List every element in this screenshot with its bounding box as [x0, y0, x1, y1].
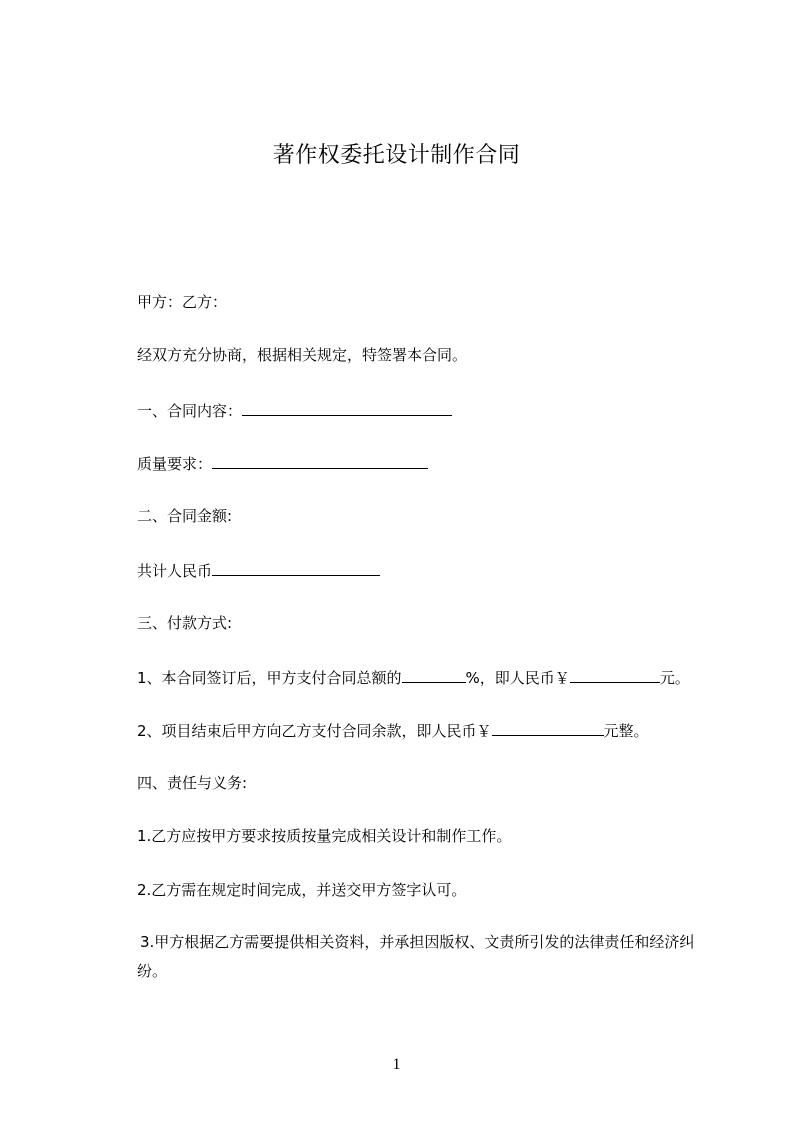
payment-item-1-text-b: %，即人民币￥: [465, 669, 570, 687]
contract-content-line: [137, 399, 452, 421]
contract-content-label: 一、合同内容：: [137, 402, 243, 420]
intro-paragraph: 经双方充分协商，根据相关规定，特签署本合同。: [137, 346, 468, 364]
payment-item-2: [137, 719, 649, 741]
total-amount-label: 共计人民币: [137, 562, 213, 580]
amount-heading: 二、合同金额:: [137, 507, 233, 525]
document-title: 著作权委托设计制作合同: [272, 143, 521, 168]
payment-heading: 三、付款方式:: [137, 614, 233, 632]
payment-item-1-text-c: 元。: [659, 669, 690, 687]
duty-item-3: 3.甲方根据乙方需要提供相关资料，并承担因版权、文责所引发的法律责任和经济纠纷。: [137, 933, 695, 980]
duty-item-2: 2.乙方需在规定时间完成，并送交甲方签字认可。: [137, 881, 467, 899]
total-amount-line: [137, 559, 380, 581]
page-number: 1: [392, 1056, 401, 1073]
duties-heading: 四、责任与义务:: [137, 774, 248, 792]
duty-item-1: 1.乙方应按甲方要求按质按量完成相关设计和制作工作。: [137, 827, 512, 845]
parties-line: 甲方：乙方：: [137, 293, 228, 311]
contract-content-blank[interactable]: [242, 399, 452, 416]
payment-first-amount-blank[interactable]: [570, 666, 660, 683]
payment-item-2-text-a: 2、项目结束后甲方向乙方支付合同余款，即人民币￥: [137, 722, 492, 740]
payment-balance-blank[interactable]: [492, 719, 604, 736]
quality-requirement-line: [137, 452, 428, 474]
payment-item-1: [137, 666, 690, 688]
payment-item-1-text-a: 1、本合同签订后，甲方支付合同总额的: [137, 669, 402, 687]
quality-requirement-label: 质量要求：: [137, 455, 213, 473]
payment-percent-blank[interactable]: [402, 666, 466, 683]
total-amount-blank[interactable]: [212, 559, 380, 576]
quality-requirement-blank[interactable]: [212, 452, 428, 469]
payment-item-2-text-b: 元整。: [603, 722, 649, 740]
